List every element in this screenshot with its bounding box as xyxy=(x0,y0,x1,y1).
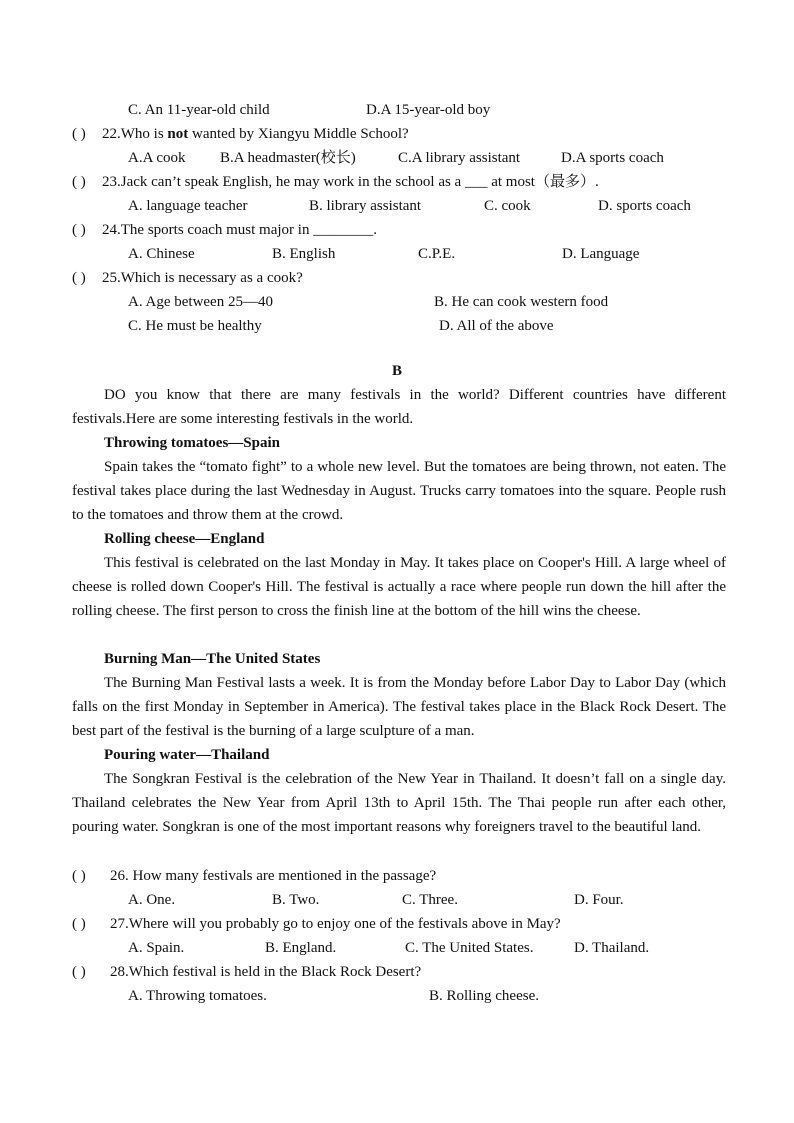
answer-blank: ( ) xyxy=(72,964,86,980)
question-23 xyxy=(72,172,599,192)
section-b-title: B xyxy=(391,363,402,379)
q27-option-b: B. England. xyxy=(265,940,337,956)
q22-option-b: B.A headmaster(校长) xyxy=(220,150,356,166)
q27-option-d: D. Thailand. xyxy=(574,940,650,956)
q25-option-b: B. He can cook western food xyxy=(434,294,609,310)
q23-option-c: C. cook xyxy=(484,198,531,214)
question-27-text: 27.Where will you probably go to enjoy one of the festivals above in May? xyxy=(110,916,561,932)
question-26-text: 26. How many festivals are mentioned in the passage? xyxy=(110,868,437,884)
question-28-text: 28.Which festival is held in the Black Rock Desert? xyxy=(110,964,422,980)
question-22-num: 22. xyxy=(102,126,121,142)
q23-option-a: A. language teacher xyxy=(128,198,248,214)
question-23-text: 23.Jack can’t speak English, he may work in the school as a ___ at most（最多）. xyxy=(102,174,599,190)
q27-option-a: A. Spain. xyxy=(128,940,185,956)
q25-option-d: D. All of the above xyxy=(439,318,554,334)
question-24-text: 24.The sports coach must major in ________. xyxy=(102,222,377,238)
q24-option-b: B. English xyxy=(272,246,336,262)
answer-blank: ( ) xyxy=(72,916,86,932)
q28-option-a: A. Throwing tomatoes. xyxy=(128,988,267,1004)
q27-option-c: C. The United States. xyxy=(405,940,534,956)
question-28 xyxy=(72,962,421,982)
festival-text-spain: Spain takes the “tomato fight” to a whole new level. But the tomatoes are being thrown, not eaten. The festival takes place during the last Wednesday in August. Trucks carry tomatoes into the square. People rush to the tomatoes and throw them at the crowd. xyxy=(72,459,726,523)
section-b-intro: DO you know that there are many festivals in the world? Different countries have different festivals.Here are some interesting festivals in the world. xyxy=(72,387,726,427)
festival-heading-england: Rolling cheese—England xyxy=(104,531,265,547)
q26-option-b: B. Two. xyxy=(272,892,320,908)
q24-option-a: A. Chinese xyxy=(128,246,195,262)
q21-option-d: D.A 15-year-old boy xyxy=(366,102,491,118)
q25-option-a: A. Age between 25—40 xyxy=(128,294,273,310)
q23-option-d: D. sports coach xyxy=(598,198,691,214)
answer-blank: ( ) xyxy=(72,868,86,884)
answer-blank: ( ) xyxy=(72,222,86,238)
q26-option-a: A. One. xyxy=(128,892,176,908)
q24-option-c: C.P.E. xyxy=(418,246,456,262)
q28-option-b: B. Rolling cheese. xyxy=(429,988,539,1004)
question-22-bold: not xyxy=(167,126,189,142)
q22-option-d: D.A sports coach xyxy=(561,150,664,166)
q22-option-a: A.A cook xyxy=(128,150,186,166)
festival-heading-thailand: Pouring water—Thailand xyxy=(104,747,270,763)
question-25-text: 25.Which is necessary as a cook? xyxy=(102,270,303,286)
q24-option-d: D. Language xyxy=(562,246,640,262)
answer-blank: ( ) xyxy=(72,270,86,286)
answer-blank: ( ) xyxy=(72,174,86,190)
q22-option-c: C.A library assistant xyxy=(398,150,521,166)
answer-blank: ( ) xyxy=(72,126,86,142)
question-26 xyxy=(72,866,436,886)
question-24 xyxy=(72,220,377,240)
festival-text-england: This festival is celebrated on the last Monday in May. It takes place on Cooper's Hill. A large wheel of cheese is rolled down Cooper's Hill. The festival is actually a race where people run down the hill after the rolling cheese. The first person to cross the finish line at the bottom of the hill wins the cheese. xyxy=(72,555,726,619)
q26-option-c: C. Three. xyxy=(402,892,458,908)
festival-text-thailand: The Songkran Festival is the celebration of the New Year in Thailand. It doesn’t fall on a single day. Thailand celebrates the New Year from April 13th to April 15th. The Thai people run after each other, pouring water. Songkran is one of the most important reasons why foreigners travel to the beautiful land. xyxy=(72,771,726,835)
festival-heading-usa: Burning Man—The United States xyxy=(104,651,321,667)
q21-option-c: C. An 11-year-old child xyxy=(128,102,270,118)
question-27 xyxy=(72,914,561,934)
question-25 xyxy=(72,268,303,288)
question-22-post: wanted by Xiangyu Middle School? xyxy=(188,126,409,142)
question-22-pre: Who is xyxy=(120,126,168,142)
q25-option-c: C. He must be healthy xyxy=(128,318,262,334)
q26-option-d: D. Four. xyxy=(574,892,624,908)
q23-option-b: B. library assistant xyxy=(309,198,422,214)
festival-text-usa: The Burning Man Festival lasts a week. It is from the Monday before Labor Day to Labor Day (which falls on the first Monday in September in America). The festival takes place in the Black Rock Desert. The best part of the festival is the burning of a large sculpture of a man. xyxy=(72,675,726,739)
question-22 xyxy=(72,124,409,144)
festival-heading-spain: Throwing tomatoes—Spain xyxy=(104,435,281,451)
